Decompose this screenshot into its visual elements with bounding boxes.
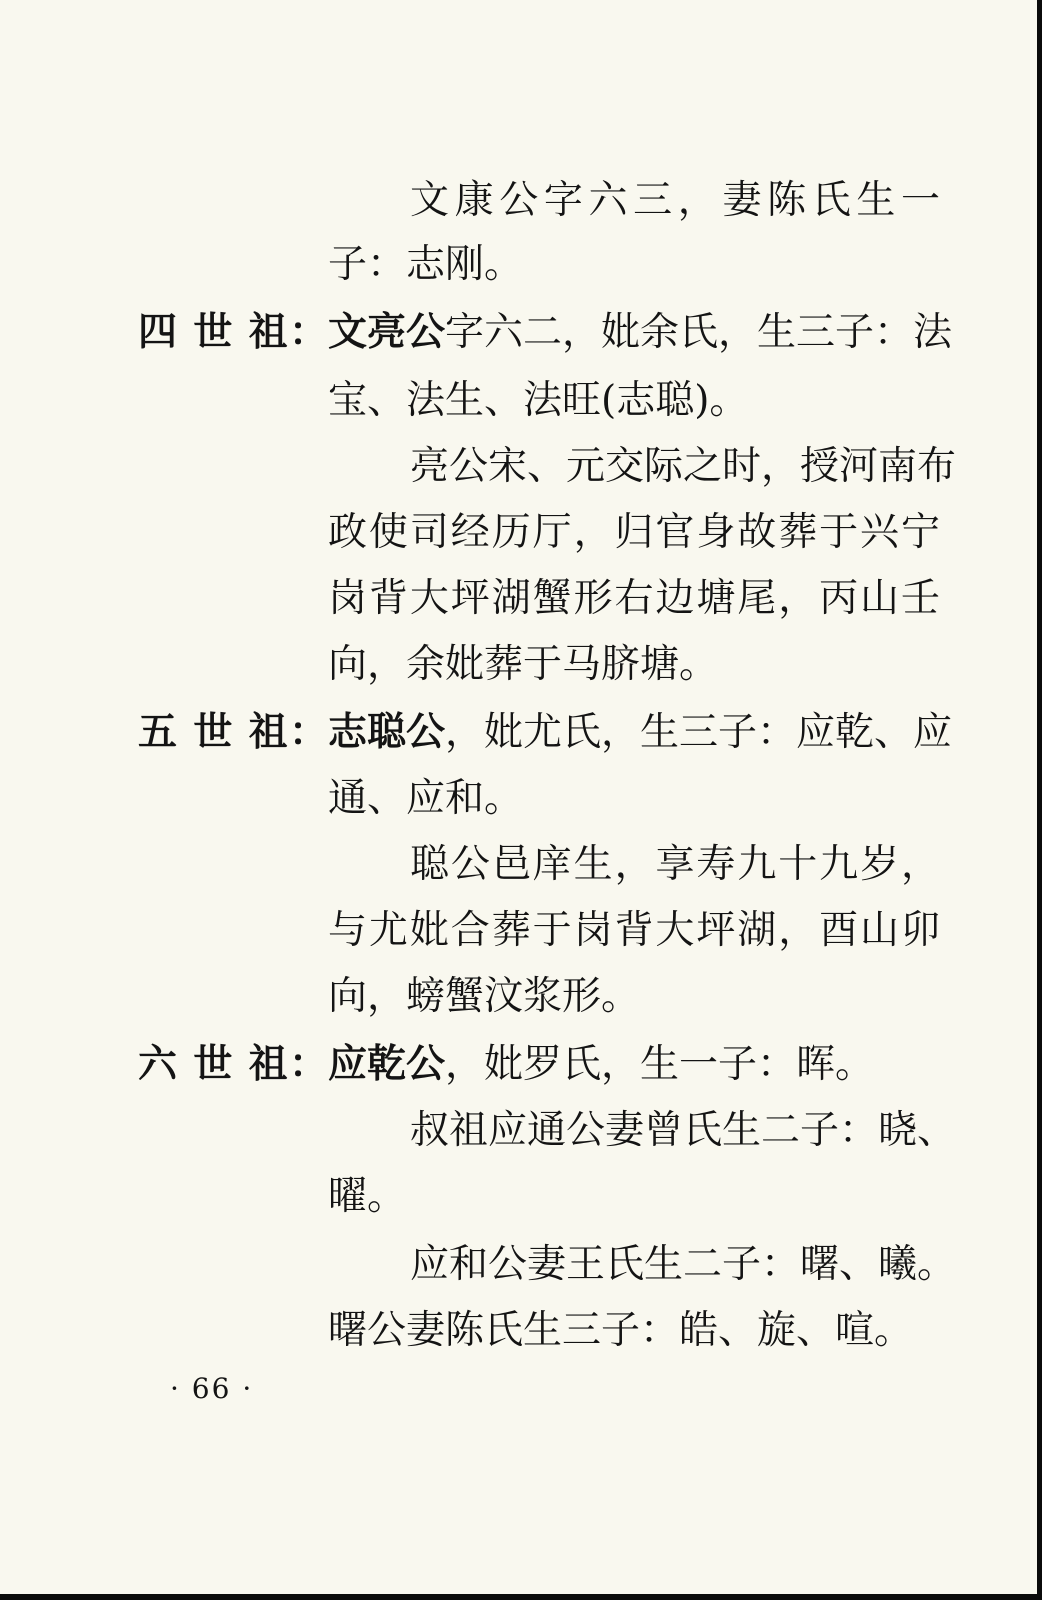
generation-5-note-line-1: 聪公邑庠生，享寿九十九岁，	[410, 842, 940, 887]
generation-6-label: 六 世 祖：	[138, 1042, 328, 1087]
generation-5-line-2: 通、应和。	[328, 776, 524, 821]
generation-4-line-2: 宝、法生、法旺(志聪)。	[328, 378, 749, 423]
generation-4-line-1	[328, 308, 953, 358]
generation-6-line-1	[328, 1040, 940, 1090]
generation-5-note-line-3: 向，螃蟹汶浆形。	[328, 974, 641, 1019]
page-number: · 66 ·	[170, 1372, 254, 1405]
generation-5-label: 五 世 祖：	[138, 710, 328, 755]
generation-5-line-1	[328, 708, 953, 758]
generation-6-line-1-text: ，妣罗氏，生一子：晖。	[445, 1042, 875, 1087]
generation-5-ancestor-name: 志聪公	[328, 710, 446, 755]
generation-6-ancestor-name: 应乾公	[328, 1042, 446, 1087]
generation-6-note-2-line-2: 曙公妻陈氏生三子：皓、旋、喧。	[328, 1308, 914, 1353]
intro-line-2: 子：志刚。	[328, 242, 524, 287]
generation-4-note-line-1: 亮公宋、元交际之时，授河南布	[410, 444, 957, 489]
generation-4-note-line-2: 政使司经历厅，归官身故葬于兴宁	[328, 510, 940, 555]
generation-5-note-line-2: 与尤妣合葬于岗背大坪湖，酉山卯	[328, 908, 940, 953]
generation-6-note-1-line-1: 叔祖应通公妻曾氏生二子：晓、	[410, 1108, 957, 1153]
generation-6-note-2-line-1: 应和公妻王氏生二子：曙、曦。	[410, 1242, 957, 1287]
generation-5-line-1-text: ，妣尤氏，生三子：应乾、应	[445, 710, 953, 755]
generation-4-note-line-3: 岗背大坪湖蟹形右边塘尾，丙山壬	[328, 576, 940, 621]
generation-4-note-line-4: 向，余妣葬于马脐塘。	[328, 642, 719, 687]
generation-6-note-1-line-2: 曜。	[328, 1174, 407, 1219]
intro-line-1: 文康公字六三，妻陈氏生一	[410, 178, 940, 223]
generation-4-line-1-text: 字六二，妣余氏，生三子：法	[445, 310, 953, 355]
generation-4-label: 四 世 祖：	[138, 310, 328, 355]
generation-4-ancestor-name: 文亮公	[328, 310, 446, 355]
